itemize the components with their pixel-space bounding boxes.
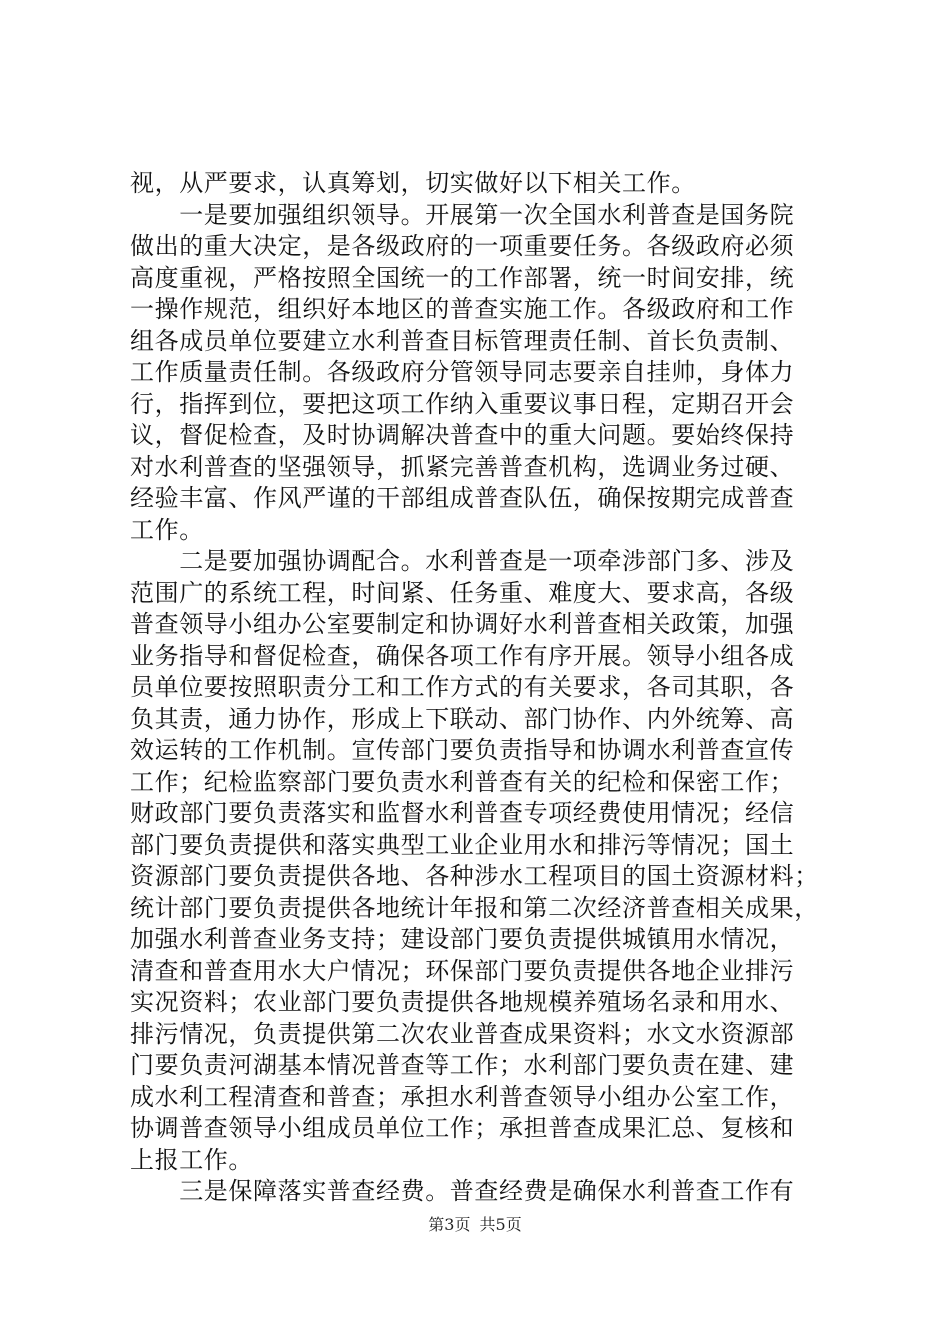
text-line: 经验丰富、作风严谨的干部组成普查队伍，确保按期完成普查 (130, 484, 795, 512)
text-line: 视，从严要求，认真筹划，切实做好以下相关工作。 (130, 169, 696, 197)
text-line: 普查领导小组办公室要制定和协调好水利普查相关政策，加强 (130, 610, 795, 638)
page-total: 共5页 (479, 1215, 522, 1234)
text-line: 对水利普查的坚强领导，抓紧完善普查机构，选调业务过硬、 (130, 452, 795, 481)
text-line: 上报工作。 (130, 1145, 253, 1174)
text-line: 二是要加强协调配合。水利普查是一项牵涉部门多、涉及 (130, 547, 795, 575)
text-line: 业务指导和督促检查，确保各项工作有序开展。领导小组各成 (130, 641, 795, 670)
text-line: 一是要加强组织领导。开展第一次全国水利普查是国务院 (130, 200, 795, 229)
text-line: 实况资料；农业部门要负责提供各地规模养殖场名录和用水、 (130, 988, 795, 1016)
text-line: 加强水利普查业务支持；建设部门要负责提供城镇用水情况， (130, 925, 795, 953)
page-footer (0, 1212, 950, 1235)
text-line: 行，指挥到位，要把这项工作纳入重要议事日程，定期召开会 (130, 389, 795, 418)
text-line: 高度重视，严格按照全国统一的工作部署，统一时间安排，统 (130, 263, 795, 292)
text-line: 统计部门要负责提供各地统计年报和第二次经济普查相关成果， (130, 893, 819, 922)
text-line: 做出的重大决定，是各级政府的一项重要任务。各级政府必须 (130, 232, 795, 260)
text-line: 工作质量责任制。各级政府分管领导同志要亲自挂帅，身体力 (130, 358, 795, 386)
document-body (130, 168, 830, 1208)
text-line: 负其责，通力协作，形成上下联动、部门协作、内外统筹、高 (130, 704, 795, 733)
text-line: 成水利工程清查和普查；承担水利普查领导小组办公室工作， (130, 1082, 795, 1111)
text-line: 一操作规范，组织好本地区的普查实施工作。各级政府和工作 (130, 295, 795, 323)
text-line: 财政部门要负责落实和监督水利普查专项经费使用情况；经信 (130, 799, 795, 827)
text-line: 资源部门要负责提供各地、各种涉水工程项目的国土资源材料； (130, 862, 819, 890)
text-line: 效运转的工作机制。宣传部门要负责指导和协调水利普查宣传 (130, 736, 795, 764)
text-line: 组各成员单位要建立水利普查目标管理责任制、首长负责制、 (130, 326, 795, 355)
text-line: 协调普查领导小组成员单位工作；承担普查成果汇总、复核和 (130, 1114, 795, 1142)
text-line: 部门要负责提供和落实典型工业企业用水和排污等情况；国土 (130, 830, 795, 859)
text-line: 门要负责河湖基本情况普查等工作；水利部门要负责在建、建 (130, 1051, 795, 1079)
text-line: 排污情况，负责提供第二次农业普查成果资料；水文水资源部 (130, 1019, 795, 1048)
text-line: 三是保障落实普查经费。普查经费是确保水利普查工作有 (130, 1177, 795, 1205)
text-line: 工作。 (130, 515, 204, 544)
page-number: 第3页 (428, 1215, 471, 1234)
text-line: 员单位要按照职责分工和工作方式的有关要求，各司其职，各 (130, 673, 795, 701)
text-line: 工作；纪检监察部门要负责水利普查有关的纪检和保密工作； (130, 767, 795, 796)
text-line: 范围广的系统工程，时间紧、任务重、难度大、要求高，各级 (130, 578, 795, 607)
text-line: 议，督促检查，及时协调解决普查中的重大问题。要始终保持 (130, 421, 795, 449)
text-line: 清查和普查用水大户情况；环保部门要负责提供各地企业排污 (130, 956, 795, 985)
